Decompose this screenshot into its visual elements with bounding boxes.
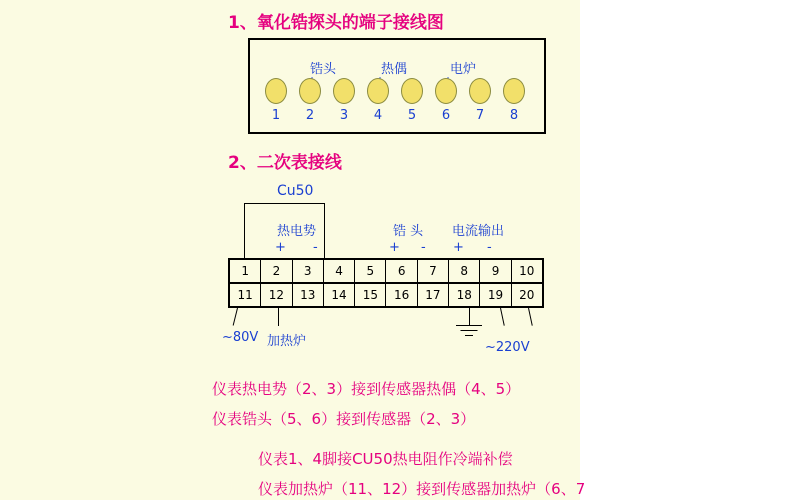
meter-terminal-18[interactable]: 18 bbox=[449, 284, 480, 306]
meter-terminal-block bbox=[228, 258, 544, 308]
meter-terminal-20[interactable]: 20 bbox=[519, 288, 535, 302]
meter-terminal-12[interactable]: 12 bbox=[261, 284, 292, 306]
meter-terminal-3[interactable]: 3 bbox=[293, 260, 324, 282]
note-line-3: 仪表1、4脚接CU50热电阻作冷端补偿 bbox=[258, 450, 513, 468]
meter-sign-zr-plus: + bbox=[389, 240, 400, 255]
meter-terminal-13[interactable]: 13 bbox=[293, 284, 324, 306]
lead-line-heater bbox=[278, 308, 279, 326]
page-background-right bbox=[580, 0, 800, 500]
meter-terminal-8[interactable]: 8 bbox=[449, 260, 480, 282]
meter-sign-emf-minus: - bbox=[313, 240, 318, 255]
meter-label-emf: 热电势 bbox=[277, 224, 317, 239]
lead-line-ground bbox=[469, 308, 470, 326]
probe-terminal-number-1: 1 bbox=[271, 108, 281, 123]
meter-sign-emf-plus: + bbox=[275, 240, 286, 255]
meter-terminal-1[interactable]: 1 bbox=[230, 260, 261, 282]
probe-group-label-zirconia: 锆头 bbox=[310, 62, 337, 77]
meter-terminal-5[interactable]: 5 bbox=[355, 260, 386, 282]
label-220v: ~220V bbox=[485, 340, 530, 355]
meter-sign-zr-minus: - bbox=[421, 240, 426, 255]
meter-terminal-6[interactable]: 6 bbox=[386, 260, 417, 282]
meter-terminal-2[interactable]: 2 bbox=[261, 260, 292, 282]
meter-label-current-output: 电流输出 bbox=[452, 224, 505, 239]
meter-terminal-4[interactable]: 4 bbox=[324, 260, 355, 282]
probe-group-label-furnace: 电炉 bbox=[450, 62, 477, 77]
cu50-wire-top bbox=[244, 203, 324, 204]
probe-terminal-number-7: 7 bbox=[475, 108, 485, 123]
meter-terminal-11[interactable]: 11 bbox=[230, 284, 261, 306]
label-80v: ~80V bbox=[222, 330, 259, 345]
probe-terminal-8[interactable] bbox=[503, 78, 525, 104]
meter-terminal-14[interactable]: 14 bbox=[324, 284, 355, 306]
meter-label-zirconia: 锆 头 bbox=[393, 224, 424, 239]
probe-terminal-number-2: 2 bbox=[305, 108, 315, 123]
probe-terminal-6[interactable] bbox=[435, 78, 457, 104]
probe-terminal-number-4: 4 bbox=[373, 108, 383, 123]
note-line-4: 仪表加热炉（11、12）接到传感器加热炉（6、7 bbox=[258, 480, 586, 498]
ground-symbol-icon bbox=[455, 325, 483, 339]
meter-terminal-7[interactable]: 7 bbox=[418, 260, 449, 282]
meter-terminal-16[interactable]: 16 bbox=[386, 284, 417, 306]
meter-terminal-19[interactable]: 19 bbox=[480, 284, 511, 306]
probe-terminal-number-6: 6 bbox=[441, 108, 451, 123]
probe-terminal-number-8: 8 bbox=[509, 108, 519, 123]
meter-terminal-15[interactable]: 15 bbox=[355, 284, 386, 306]
probe-terminal-7[interactable] bbox=[469, 78, 491, 104]
cu50-label: Cu50 bbox=[277, 183, 314, 199]
cu50-wire-left bbox=[244, 203, 245, 259]
section-1-title: 1、氧化锆探头的端子接线图 bbox=[228, 13, 444, 33]
meter-terminal-9[interactable]: 9 bbox=[480, 260, 511, 282]
probe-terminal-3[interactable] bbox=[333, 78, 355, 104]
probe-terminal-2[interactable] bbox=[299, 78, 321, 104]
meter-sign-out-plus: + bbox=[453, 240, 464, 255]
probe-terminal-box bbox=[248, 38, 546, 134]
section-2-title: 2、二次表接线 bbox=[228, 153, 342, 173]
meter-terminal-10[interactable]: 10 bbox=[519, 264, 535, 278]
probe-terminal-number-5: 5 bbox=[407, 108, 417, 123]
cu50-wire-right bbox=[324, 203, 325, 259]
note-line-1: 仪表热电势（2、3）接到传感器热偶（4、5） bbox=[212, 380, 521, 398]
probe-terminal-number-3: 3 bbox=[339, 108, 349, 123]
probe-terminal-5[interactable] bbox=[401, 78, 423, 104]
label-heater: 加热炉 bbox=[267, 334, 307, 349]
meter-terminal-17[interactable]: 17 bbox=[418, 284, 449, 306]
meter-terminal-row-bottom bbox=[230, 284, 542, 306]
probe-terminal-4[interactable] bbox=[367, 78, 389, 104]
meter-sign-out-minus: - bbox=[487, 240, 492, 255]
probe-terminal-1[interactable] bbox=[265, 78, 287, 104]
note-line-2: 仪表锆头（5、6）接到传感器（2、3） bbox=[212, 410, 476, 428]
meter-terminal-row-top bbox=[230, 260, 542, 284]
probe-group-label-thermocouple: 热偶 bbox=[381, 62, 408, 77]
